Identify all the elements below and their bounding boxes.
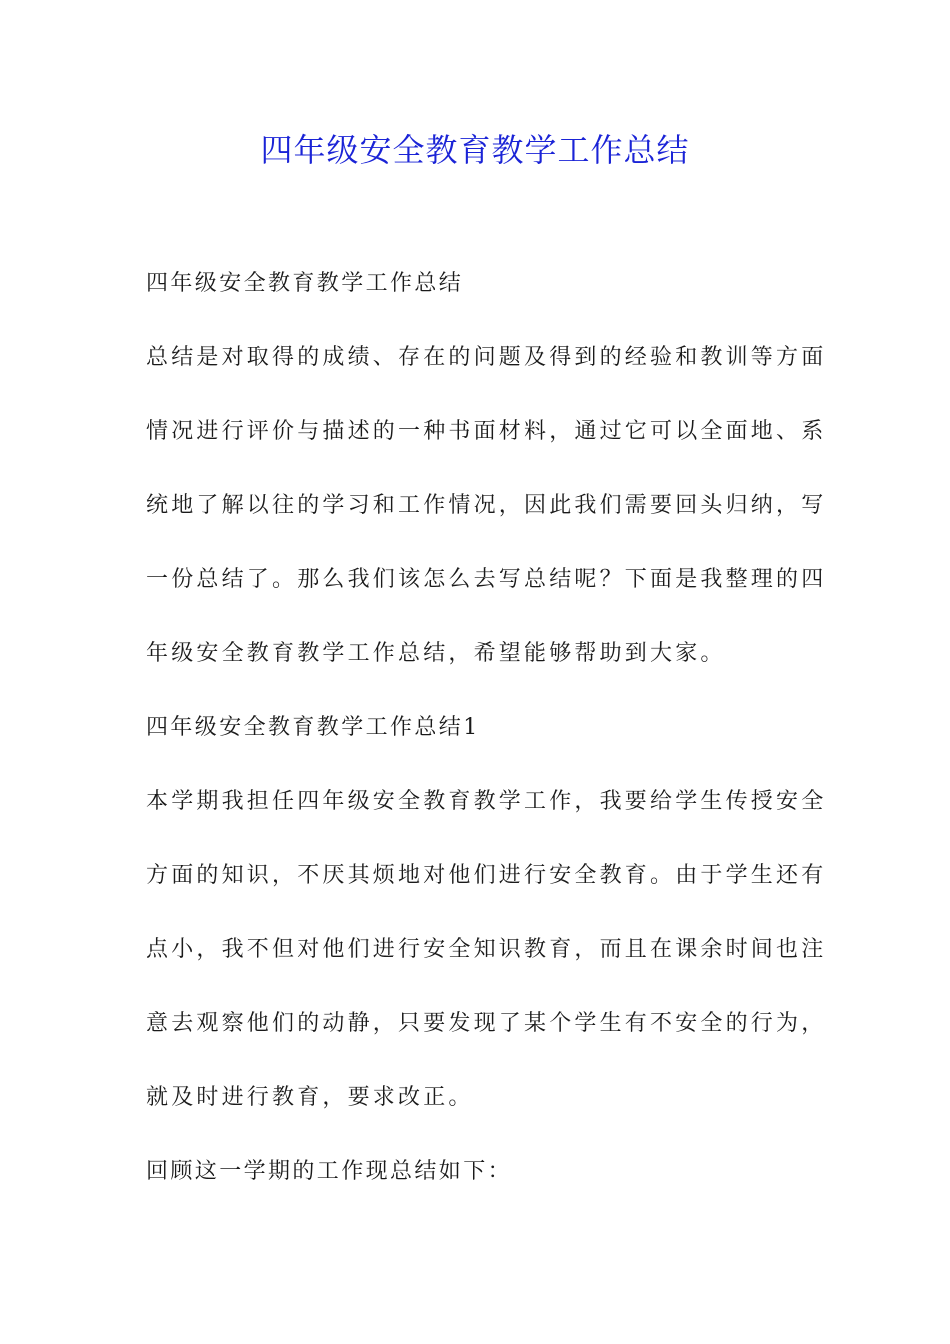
intro-line-2: 情况进行评价与描述的一种书面材料，通过它可以全面地、系 (146, 419, 827, 444)
document-body (146, 247, 827, 1209)
document-title: 四年级安全教育教学工作总结 (260, 131, 690, 169)
section-heading: 四年级安全教育教学工作总结1 (146, 715, 480, 740)
section-line-5: 就及时进行教育，要求改正。 (146, 1085, 474, 1110)
intro-line-5: 年级安全教育教学工作总结，希望能够帮助到大家。 (146, 641, 726, 666)
closing-line: 回顾这一学期的工作现总结如下： (146, 1159, 513, 1184)
intro-line-4: 一份总结了。那么我们该怎么去写总结呢？下面是我整理的四 (146, 567, 827, 592)
document-subtitle: 四年级安全教育教学工作总结 (146, 271, 464, 296)
section-line-3: 点小，我不但对他们进行安全知识教育，而且在课余时间也注 (146, 937, 827, 962)
section-line-1: 本学期我担任四年级安全教育教学工作，我要给学生传授安全 (146, 789, 827, 814)
section-line-2: 方面的知识，不厌其烦地对他们进行安全教育。由于学生还有 (146, 863, 827, 888)
intro-line-1: 总结是对取得的成绩、存在的问题及得到的经验和教训等方面 (146, 345, 827, 370)
section-line-4: 意去观察他们的动静，只要发现了某个学生有不安全的行为， (146, 1011, 827, 1036)
intro-line-3: 统地了解以往的学习和工作情况，因此我们需要回头归纳，写 (146, 493, 827, 518)
